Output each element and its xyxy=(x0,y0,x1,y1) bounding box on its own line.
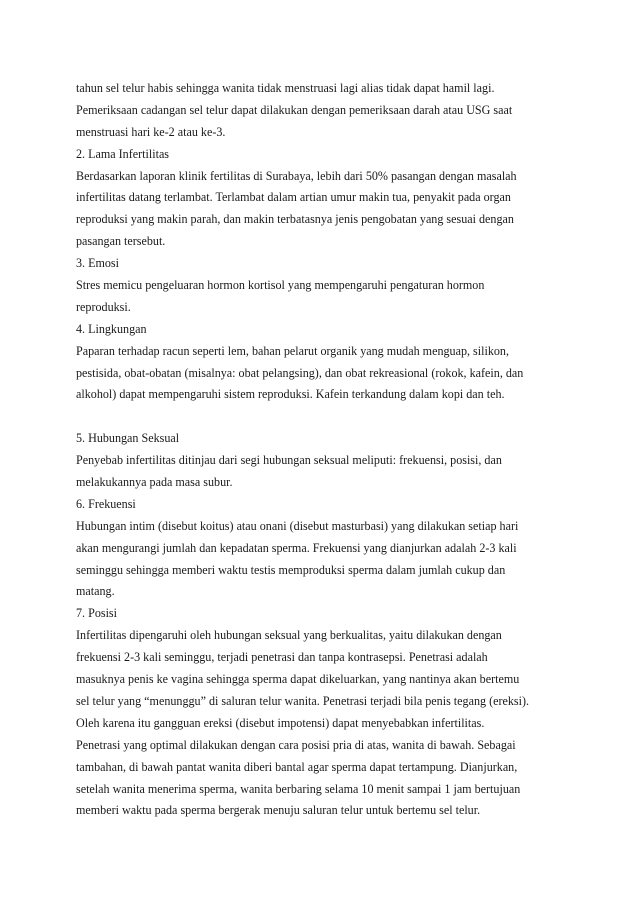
section-heading-lingkungan: 4. Lingkungan xyxy=(76,321,147,336)
section-heading-hubungan-seksual: 5. Hubungan Seksual xyxy=(76,431,180,446)
text-line: sel telur yang “menunggu” di saluran telur wanita. Penetrasi terjadi bila penis tegang (ereksi). xyxy=(76,693,530,708)
text-line: alkohol) dapat mempengaruhi sistem reproduksi. Kafein terkandung dalam kopi dan teh. xyxy=(76,387,505,402)
text-line: tahun sel telur habis sehingga wanita tidak menstruasi lagi alias tidak dapat hamil lagi. xyxy=(76,81,495,95)
text-line: matang. xyxy=(76,584,115,599)
text-line: masuknya penis ke vagina sehingga sperma dapat dikeluarkan, yang nantinya akan bertemu xyxy=(76,672,520,687)
section-heading-posisi: 7. Posisi xyxy=(76,606,117,621)
text-line: frekuensi 2-3 kali seminggu, terjadi penetrasi dan tanpa kontrasepsi. Penetrasi adalah xyxy=(76,650,488,665)
text-line: Penetrasi yang optimal dilakukan dengan cara posisi pria di atas, wanita di bawah. Sebagai xyxy=(76,737,516,752)
section-heading-emosi: 3. Emosi xyxy=(76,256,120,271)
text-line: Penyebab infertilitas ditinjau dari segi hubungan seksual meliputi: frekuensi, posisi, dan xyxy=(76,453,502,468)
text-line: pestisida, obat-obatan (misalnya: obat pelangsing), dan obat rekreasional (rokok, kafein, dan xyxy=(76,365,524,380)
text-line: memberi waktu pada sperma bergerak menuju saluran telur untuk bertemu sel telur. xyxy=(76,803,481,818)
text-line: pasangan tersebut. xyxy=(76,234,166,249)
text-line: akan mengurangi jumlah dan kepadatan sperma. Frekuensi yang dianjurkan adalah 2-3 kali xyxy=(76,540,517,555)
text-line: Paparan terhadap racun seperti lem, bahan pelarut organik yang mudah menguap, silikon, xyxy=(76,343,509,358)
text-line: melakukannya pada masa subur. xyxy=(76,475,233,490)
text-line: menstruasi hari ke-2 atau ke-3. xyxy=(76,124,226,139)
section-heading-frekuensi: 6. Frekuensi xyxy=(76,496,136,511)
text-line: Infertilitas dipengaruhi oleh hubungan seksual yang berkualitas, yaitu dilakukan dengan xyxy=(76,628,502,643)
text-line: infertilitas datang terlambat. Terlambat dalam artian umur makin tua, penyakit pada organ xyxy=(76,190,511,205)
text-line: Pemeriksaan cadangan sel telur dapat dilakukan dengan pemeriksaan darah atau USG saat xyxy=(76,102,513,117)
text-line: reproduksi. xyxy=(76,299,131,314)
document-body xyxy=(76,78,566,822)
text-line: Berdasarkan laporan klinik fertilitas di Surabaya, lebih dari 50% pasangan dengan masalah xyxy=(76,168,517,183)
text-line: Oleh karena itu gangguan ereksi (disebut impotensi) dapat menyebabkan infertilitas. xyxy=(76,715,485,730)
text-line: setelah wanita menerima sperma, wanita berbaring selama 10 menit sampai 1 jam bertujuan xyxy=(76,781,521,796)
text-line: reproduksi yang makin parah, dan makin terbatasnya jenis pengobatan yang sesuai dengan xyxy=(76,212,514,227)
text-line: Stres memicu pengeluaran hormon kortisol yang mempengaruhi pengaturan hormon xyxy=(76,278,485,293)
blank-line xyxy=(76,406,566,428)
section-heading-lama-infertilitas: 2. Lama Infertilitas xyxy=(76,146,170,161)
text-line: tambahan, di bawah pantat wanita diberi bantal agar sperma dapat tertampung. Dianjurkan, xyxy=(76,759,518,774)
text-line: seminggu sehingga memberi waktu testis memproduksi sperma dalam jumlah cukup dan xyxy=(76,562,506,577)
text-line: Hubungan intim (disebut koitus) atau onani (disebut masturbasi) yang dilakukan setiap hari xyxy=(76,518,519,533)
